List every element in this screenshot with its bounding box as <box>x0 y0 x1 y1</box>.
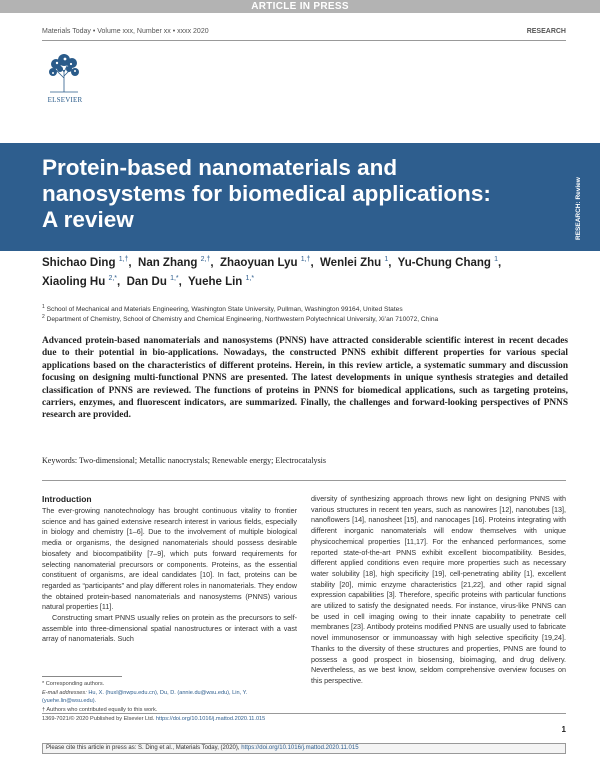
doi-link[interactable]: https://doi.org/10.1016/j.mattod.2020.11.015 <box>155 716 266 722</box>
body-column-left <box>42 506 297 645</box>
author-item[interactable]: Shichao Ding $^{1,\dagger}$ <box>42 256 129 269</box>
section-label: RESEARCH <box>526 28 566 35</box>
author-item[interactable]: Wenlei Zhu $^1$ <box>320 256 389 269</box>
keywords: Keywords: Two-dimensional; Metallic nanocrystals; Renewable energy; Electrocatalysis <box>42 456 326 465</box>
paragraph: The ever-growing nanotechnology has brought continuous vitality to frontier science and has gained extensive research interest in various fields, especially in biology and chemistry [1–6]. Due to the involvement of multiple biological media or organisms, the designed nanomaterials should possess desirable biosafety and biocompatibility [7–9], which puts forward requirements for selecting nanomaterial precursors or components. Proteins, as the essential constituent of organisms, are ideal candidates [10]. In fact, proteins can be regarded as “participants” and play different roles in nanomaterials. They endow the obtained protein-based nanomaterials and nanosystems (PNNS) various natural properties [11]. <box>42 506 297 612</box>
elsevier-wordmark: ELSEVIER <box>47 96 83 104</box>
journal-header: Materials Today • Volume xxx, Number xx • xxxx 2020 <box>42 28 209 35</box>
page-number: 1 <box>561 725 566 734</box>
title-line-3: A review <box>42 207 134 232</box>
author-list: Shichao Ding $^{1,\dagger}$, Nan Zhang $^{2,\dagger}$, Zhaoyuan Lyu $^{1,\dagger}$, Wenlei Zhu $^1$, Yu-Chung Chang $^1$, Xiaoling Hu $^{2,*}$, Dan Du $^{1,*}$, Yuehe Lin $^{1,*}$ <box>42 256 502 288</box>
author-item[interactable]: Dan Du $^{1,*}$ <box>126 274 179 288</box>
abstract: Advanced protein-based nanomaterials and nanosystems (PNNS) have attracted considerable scientific interest in recent decades due to their potential in bio-applications. Nowadays, the constructed PNNS exhibit different properties for various special applications based on the characteristics of different proteins. Herein, in this review article, a systematic summary and discussion focusing on designing multi-functional PNNS are presented. The latest developments in unique synthesis strategies and detailed classification of PNNS are reviewed. The functions of proteins in PNNS for biomedical applications, such as targeting proteins, carriers, enzymes, and fluorescent indicators, are summarized. Finally, the challenges and forward-looking perspectives of PNNS research are provided. <box>42 336 568 421</box>
author-item[interactable]: Zhaoyuan Lyu $^{1,\dagger}$ <box>219 256 311 269</box>
citation-doi-link[interactable]: https://doi.org/10.1016/j.mattod.2020.11.015 <box>241 745 359 751</box>
title-line-1: Protein-based nanomaterials and <box>42 155 398 180</box>
author-item[interactable]: Xiaoling Hu $^{2,*}$ <box>42 274 118 288</box>
footnote-divider <box>42 676 122 677</box>
citation-bar: Please cite this article in press as: S. Ding et al., Materials Today, (2020), https://doi.org/10.1016/j.mattod.2020.11.015 <box>42 743 566 754</box>
article-title <box>42 155 562 233</box>
header-divider <box>42 40 566 41</box>
author-item[interactable]: Yuehe Lin $^{1,*}$ <box>188 274 255 288</box>
elsevier-logo[interactable] <box>42 52 88 106</box>
author-item[interactable]: Yu-Chung Chang $^1$ <box>397 256 499 269</box>
article-in-press-banner: ARTICLE IN PRESS <box>0 0 600 13</box>
section-heading-introduction: Introduction <box>42 494 92 504</box>
side-section-label: RESEARCH: Review <box>575 177 582 240</box>
title-line-2: nanosystems for biomedical applications: <box>42 181 491 206</box>
paragraph: Constructing smart PNNS usually relies on protein as the precursors to self-assemble into three-dimensional spatial nanostructures or interact with a vast array of nanomaterials. Such <box>42 613 297 644</box>
footnote-equal: † Authors who contributed equally to this work. <box>42 706 158 713</box>
footnote-corresponding: * Corresponding authors. <box>42 681 105 687</box>
affiliation-2: $^2$ Department of Chemistry, School of Chemistry and Chemical Engineering, Northwestern Polytechnical University, Xi’an 710072, China <box>42 314 439 324</box>
footnotes <box>42 680 292 714</box>
footnote-emails[interactable]: E-mail addresses: Hu, X. (huxl@nwpu.edu.cn), Du, D. (annie.du@wsu.edu), Lin, Y. (yuehe.lin@wsu.edu). <box>42 689 248 705</box>
keywords-divider <box>42 480 566 481</box>
affiliation-1: $^1$ School of Mechanical and Materials Engineering, Washington State University, Pullman, Washington 99164, United States <box>42 304 403 314</box>
author-item[interactable]: Nan Zhang $^{2,\dagger}$ <box>138 256 211 269</box>
paragraph: diversity of synthesizing approach throws new light on designing PNNS with various structures in recent ten years, such as nanowires [12], nanotubes [13], nanoflowers [14], nanosheet [15], and nanocages [16]. Proteins integrating with different inorganic nanomaterials will endow themselves with unique physicochemical properties [11,17]. For the enhanced performances, some reported state-of-the-art PNNS exhibit excellent biocompatibility. Besides, different applied conditions even require more properties such as necessary water solubility [18], high specificity [19], cell-penetrating ability [1], excellent stability [20], mimic enzyme characteristics [21,22], and other rapid signal expression capabilities [3]. Therefore, specific proteins with particular functions are utilized to satisfy the designated needs. For instance, virus-like PNNS can be used in cell imaging owing to their innate capability to penetrate cell membranes [23]. Antibody proteins modified PNNS are usually used to fabricate novel immunosensor or immunoassay with high selective specificity [19,24]. Thanks to the diversity of these structures and properties, PNNS are found to possess a good prospect in biosensing, bioimaging, and drug delivery. Nevertheless, as we best know, seldom comprehensive overview focuses on this perspective. <box>311 494 566 685</box>
issn-line: 1369-7021/© 2020 Published by Elsevier Ltd. https://doi.org/10.1016/j.mattod.2020.11.015 <box>42 716 266 722</box>
body-column-right <box>311 494 566 687</box>
elsevier-tree-icon <box>44 52 84 94</box>
footer-divider <box>42 713 566 714</box>
